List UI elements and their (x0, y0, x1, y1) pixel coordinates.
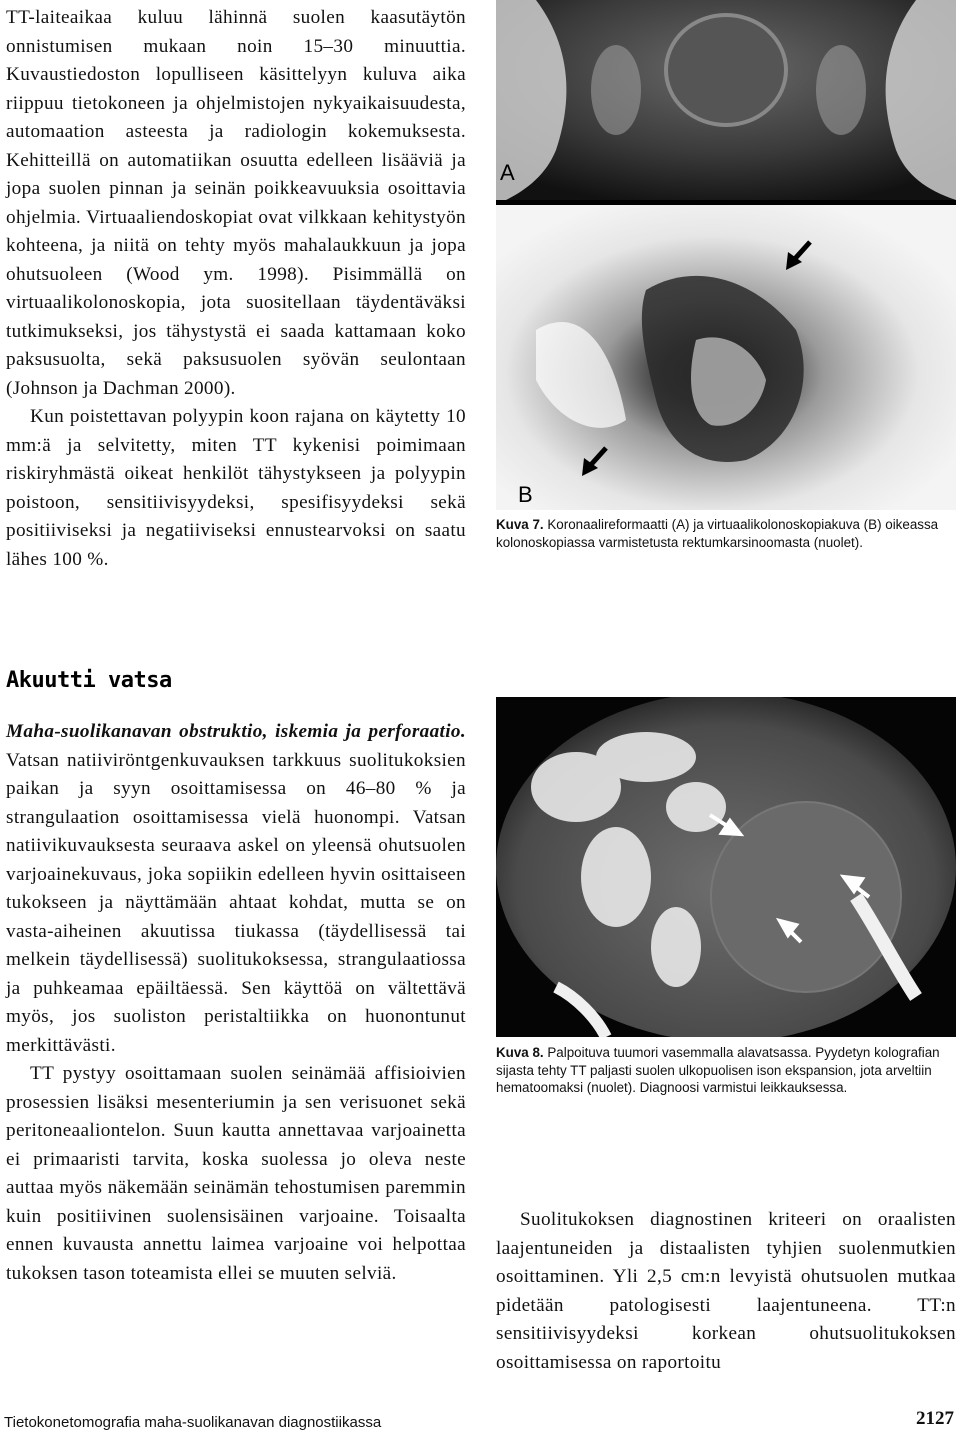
figure-8-image (496, 697, 956, 1037)
figure-7-graphic (496, 0, 956, 510)
paragraph-ct-wall: TT pystyy osoittamaan suolen seinämää affisioivien prosessien lisäksi mesenteriumin ja sen verisuonet sekä peritoneaaliontelon. Suun kautta annettavaa varjoainetta ei primaaristi tarvita, koska suolessa jo oleva neste auttaa myös näkemään seinämän tehostumisen paremmin kuin positiivinen suolensisäinen varjoaine. Toisaalta ennen kuvausta annettu laimea varjoaine voi helpottaa tukoksen tason toteamista ellei se muuten selviä. (6, 1063, 466, 1284)
figure-8-graphic (496, 697, 956, 1037)
section-heading: Akuutti vatsa (6, 668, 172, 693)
figure-8-caption-label: Kuva 8. (496, 1045, 544, 1060)
paragraph-ct-time: TT-laiteaikaa kuluu lähinnä suolen kaasutäytön onnistumisen mukaan noin 15–30 minuuttia. Kuvaustiedoston lopulliseen käsittelyyn kuluva aika riippuu tietokoneen ja ohjelmistojen nykyaikaisuudesta, automaation asteesta ja radiologin kokemuksesta. Kehitteillä on automatiikan osuutta edelleen lisääviä ja jopa suolen pinnan ja seinän poikkeavuuksia osoittavia ohjelmia. Virtuaaliendoskopiat ovat vilkkaan kehitystyön kohteena, ja niitä on tehty myös mahalaukkuun ja jopa ohutsuoleen (Wood ym. 1998). Pisimmällä on virtuaalikolonoskopia, jota suositellaan täydentäväksi tutkimukseksi, jos tähystystä ei saada kattamaan koko paksusuolta, sekä paksusuolen syövän seulontaan (Johnson ja Dachman 2000). (6, 7, 466, 399)
figure-8-caption-text: Palpoituva tuumori vasemmalla alavatsassa. Pyydetyn kolografian sijasta tehty TT paljasti suolen ulkopuolisen ison ekspansion, jota arveltiin hematoomaksi (nuolet). Diagnoosi varmistui leikkauksessa. (496, 1045, 940, 1095)
paragraph-polyp-size: Kun poistettavan polyypin koon rajana on käytetty 10 mm:ä ja selvitetty, miten TT kykenisi poimimaan riskiryhmästä oikeat henkilöt tähystykseen ja polyypin poistoon, sensitiivisyydeksi, spesifisyydeksi sekä positiiviseksi ja negatiiviseksi ennustearvoksi on saatu lähes 100 %. (6, 406, 466, 570)
subheading: Maha-suolikanavan obstruktio, iskemia ja perforaatio. (6, 721, 466, 742)
running-title: Tietokonetomografia maha-suolikanavan diagnostiikassa (4, 1414, 382, 1431)
figure-7-caption-label: Kuva 7. (496, 517, 544, 532)
paragraph-obstruction (6, 718, 466, 1060)
figure-7-caption (496, 516, 956, 551)
left-column-bottom (6, 718, 466, 1288)
figure-7-label-b: B (518, 482, 533, 507)
paragraph-obstruction-text: Vatsan natiiviröntgenkuvauksen tarkkuus suolitukoksien paikan ja syyn osoittamisessa on 46–80 % ja strangulaation osoittamisessa vielä huonompi. Vatsan natiivikuvauksesta seuraava askel on yleensä ohutsuolen varjoainekuvaus, joka sopiikin edelleen hyvin osittaiseen tukokseen ja näyttämään ahtaat kohdat, mutta se on vasta-aiheinen akuutissa tiukassa (täydellisessä tai melkein täydellisessä) suolitukoksessa, strangulaatiossa ja puhkeamaa epäiltäessä. Sen käyttöä on vältettävä myös, jos suoliston peristaltiikka on huonontunut merkittävästi. (6, 749, 466, 1056)
page-number: 2127 (916, 1408, 954, 1429)
figure-8-caption (496, 1044, 956, 1097)
figure-7-image (496, 0, 956, 510)
left-column-top (6, 4, 466, 574)
rectum-region (666, 15, 786, 125)
paragraph-diagnostic-criteria: Suolitukoksen diagnostinen kriteeri on oraalisten laajentuneiden ja distaalisten tyhjien suolenmutkien osoittaminen. Yli 2,5 cm:n levyistä ohutsuolen mutkaa pidetään patologisesti laajentuneena. TT:n sensitiivisyydeksi korkean ohutsuolitukoksen osoittamisessa on raportoitu (496, 1209, 956, 1373)
right-column-bottom (496, 1206, 956, 1377)
figure-7-label-a: A (500, 160, 515, 185)
figure-7-caption-text: Koronaalireformaatti (A) ja virtuaalikolonoskopiakuva (B) oikeassa kolonoskopiassa varmistetusta rektumkarsinoomasta (nuolet). (496, 517, 939, 550)
